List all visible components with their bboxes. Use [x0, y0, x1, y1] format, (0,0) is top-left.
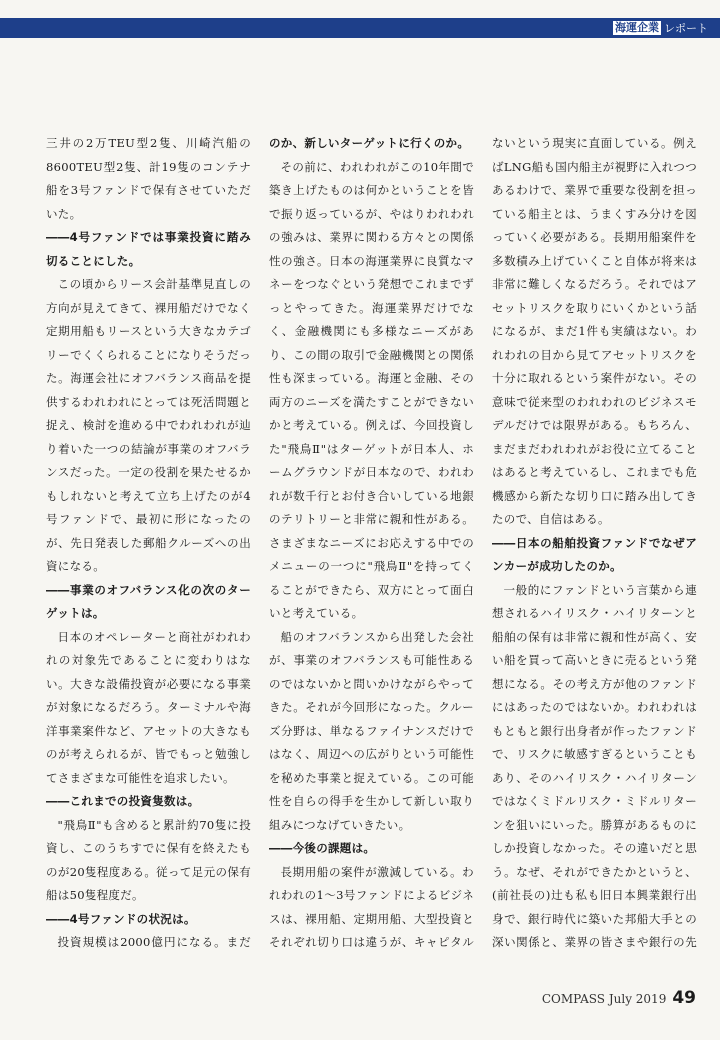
section-tag: 海運企業: [615, 21, 659, 34]
answer-paragraph: 三井の2万TEU型2隻、川崎汽船の8600TEU型2隻、計19隻のコンテナ船を3号ファンドで保有させていただいた。: [46, 136, 251, 221]
interview-question: ――日本の船舶投資ファンドでなぜアンカーが成功したのか。: [492, 535, 697, 573]
answer-paragraph: 船のオフバランスから出発した会社が、事業のオフバランスも可能性あるのではないかと問いかけながらやってきた。それが今回形になった。クルーズ分野は、単なるファイナンスだけではなく、周辺への広がりという可能性を秘めた事業と捉えている。この可能性を自らの得手を生かして新しい取り組みにつなげていきたい。: [269, 629, 474, 832]
interview-question: のか、新しいターゲットに行くのか。: [269, 136, 470, 150]
section-label: [613, 18, 708, 38]
header-band: [0, 18, 720, 38]
article-column-2: [269, 132, 474, 948]
article-column-3: [492, 132, 697, 948]
interview-question: ――4号ファンドの状況は。: [46, 911, 196, 926]
answer-paragraph: 一般的にファンドという言葉から連想されるハイリスク・ハイリターンと船舶の保有は非常に親和性が高く、安い船を買って高いときに売るという発想になる。その考え方が他のファンドにはあったのではないか。われわれはもともと銀行出身者が作ったファンドで、リスクに敏感すぎるということもあり、そのハイリスク・ハイリターンではなくミドルリスク・ミドルリターンを狙いにいった。勝算があるものにしか投資しなかった。その違いだと思う。なぜ、それができたかというと、(前社長の)辻も私も旧日本興業銀行出身で、銀行時代に築いた邦船大手との深い関係と、業界の皆さまや銀行の先: [492, 582, 697, 948]
article-column-1: [46, 132, 251, 948]
answer-paragraph: この頃からリース会計基準見直しの方向が見えてきて、裸用船だけでなく定期用船もリースという大きなカテゴリーでくくられることになりそうだった。海運会社にオフバランス商品を提供するわれわれにとっては死活問題と捉え、検討を進める中でわれわれが辿り着いた一つの結論が事業のオフバランスだった。一定の役割を果たせるかもしれないと考えて立ち上げたのが4号ファンドで、最初に形になったのが、先日発表した郵船クルーズへの出資になる。: [46, 277, 251, 573]
magazine-issue: COMPASS July 2019: [541, 992, 667, 1006]
interview-question: ――4号ファンドでは事業投資に踏み切ることにした。: [46, 230, 251, 268]
answer-paragraph: 長期用船の案件が激減している。われわれの1～3号ファンドによるビジネスは、裸用船、定期用船、大型投資とそれぞれ切り口は違うが、キャピタル: [269, 864, 474, 948]
interview-question: ――事業のオフバランス化の次のターゲットは。: [46, 582, 251, 620]
interview-question: ――今後の課題は。: [269, 841, 376, 855]
section-tag-label: レポート: [664, 22, 708, 35]
answer-paragraph: ないという現実に直面している。例えばLNG船も国内船主が視野に入れつつあるわけで、業界で重要な役割を担っている船主とは、うまくすみ分けを図っていく必要がある。長期用船案件を多数積み上げていくこと自体が将来は非常に難しくなるだろう。それではアセットリスクを取りにいくかという話になるが、まだ1件も実績はない。われわれの目から見てアセットリスクを十分に取れるという案件がない。その意味で従来型のわれわれのビジネスモデルだけでは限界がある。もちろん、まだまだわれわれがお役に立てることはあると考えているし、これまでも危機感から新たな切り口に踏み出してきたので、自信はある。: [492, 136, 697, 526]
answer-paragraph: その前に、われわれがこの10年間で築き上げたものは何かということを皆で振り返っているが、やはりわれわれの強みは、業界に関わる方々との関係性の強さ。日本の海運業界に良質なマネーをつなぐという発想でこれまでずっとやってきた。海運業界だけでなく、金融機関にも多様なニーズがあり、この間の取引で金融機関との関係性も深まっている。海運と金融、その両方のニーズを満たすことができないかと考えている。例えば、今回投資した"飛鳥Ⅱ"はターゲットが日本人、ホームグラウンドが日本なので、われわれが数千行とお付き合いしている地銀のテリトリーと非常に親和性がある。さまざまなニーズにお応えする中でのメニューの一つに"飛鳥Ⅱ"を持ってくることができたら、双方にとって面白いと考えている。: [269, 159, 474, 620]
article-body: [46, 132, 698, 948]
page-footer: [542, 988, 696, 1008]
answer-paragraph: 投資規模は2000億円になる。まだ: [57, 935, 251, 948]
answer-paragraph: 日本のオペレーターと商社がわれわれの対象先であることに変わりはない。大きな設備投資が必要になる事業が対象になるだろう。ターミナルや海洋事業案件など、アセットの大きなものが考えられるが、皆でもっと勉強してさまざまな可能性を追求したい。: [46, 629, 251, 785]
interview-question: ――これまでの投資隻数は。: [46, 794, 200, 808]
page-number: 49: [672, 988, 696, 1008]
answer-paragraph: "飛鳥Ⅱ"も含めると累計約70隻に投資し、このうちすでに保有を終えたものが20隻程度ある。従って足元の保有船は50隻程度だ。: [46, 817, 251, 902]
